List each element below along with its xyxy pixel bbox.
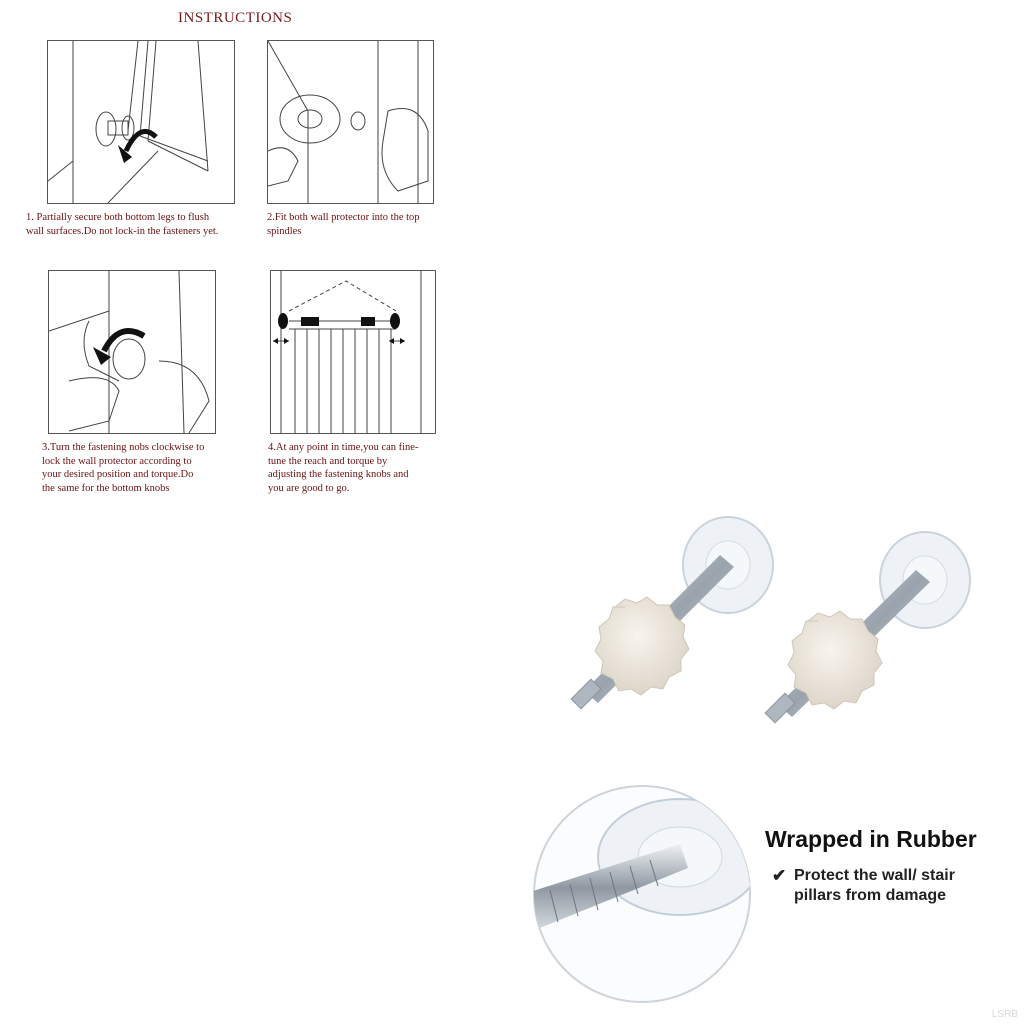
feature-bullet-line-1: Protect the wall/ stair: [794, 867, 955, 884]
feature-bullet: [772, 866, 955, 906]
step-4-caption: 4.At any point in time,you can fine- tune the reach and torque by adjusting the fastening knobs and you are good to go.: [268, 442, 419, 494]
checkmark-icon: ✔: [772, 866, 787, 885]
rubber-pad-closeup: [530, 782, 755, 1012]
instructions-title: INSTRUCTIONS: [178, 10, 293, 26]
step-1-caption: 1. Partially secure both bottom legs to flush wall surfaces.Do not lock-in the fasteners yet.: [26, 212, 219, 237]
product-bolts-image: [520, 505, 1000, 780]
feature-heading: Wrapped in Rubber: [765, 826, 977, 852]
step-3-illustration: [48, 270, 216, 434]
feature-bullet-line-2: pillars from damage: [794, 887, 947, 904]
step-2-illustration: [267, 40, 434, 204]
step-1-illustration: [47, 40, 235, 204]
step-4-illustration: [270, 270, 436, 434]
watermark: LSRB: [991, 1009, 1018, 1020]
step-3-caption: 3.Turn the fastening nobs clockwise to lock the wall protector according to your desired position and torque.Do the same for the bottom knobs: [42, 442, 205, 494]
step-2-caption: 2.Fit both wall protector into the top spindles: [267, 212, 420, 237]
